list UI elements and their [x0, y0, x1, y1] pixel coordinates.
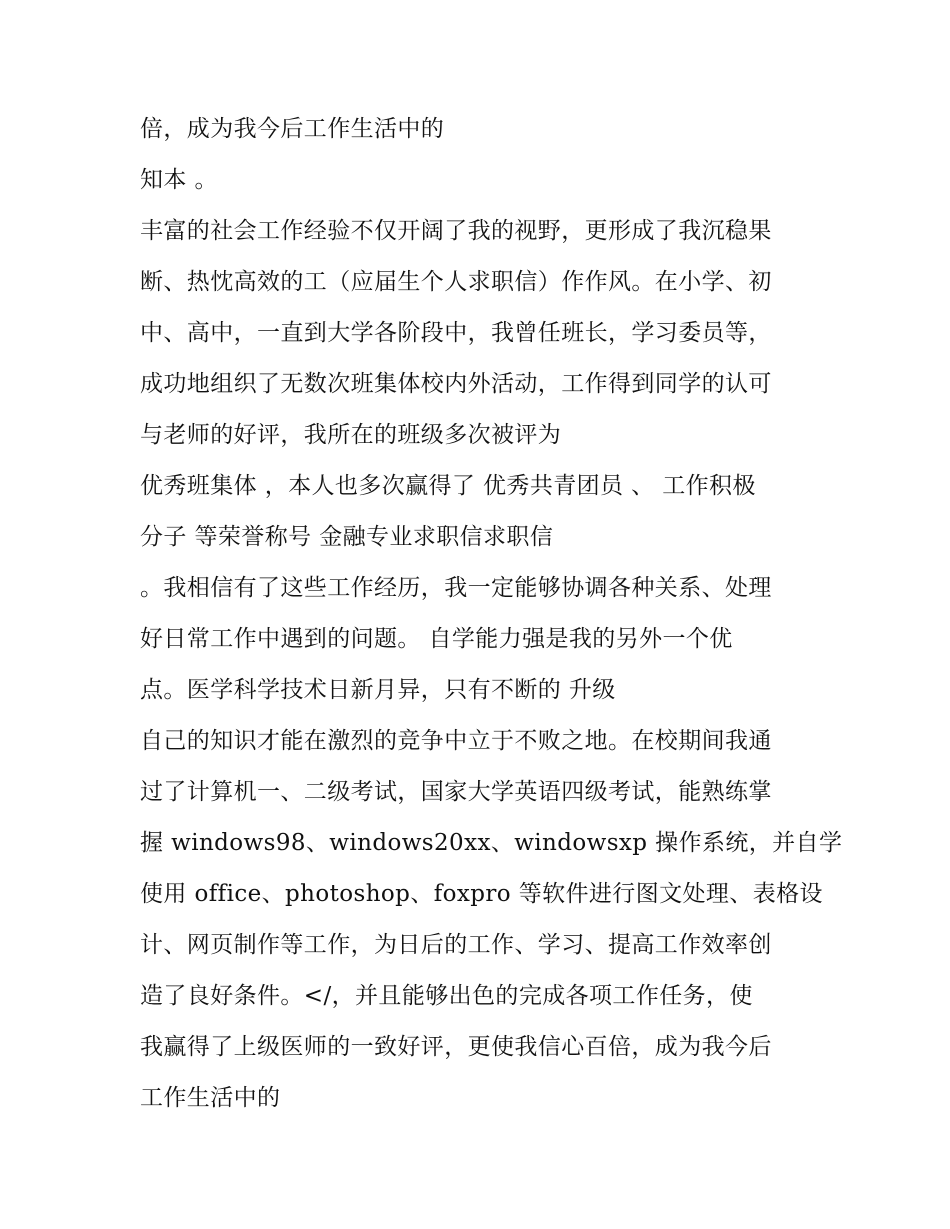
text-line: 造了良好条件。</，并且能够出色的完成各项工作任务，使 [140, 983, 753, 1009]
text-line: 好日常工作中遇到的问题。 自学能力强是我的另外一个优 [140, 626, 733, 652]
text-line: 点。医学科学技术日新月异，只有不断的 升级 [140, 677, 616, 703]
text-line: 过了计算机一、二级考试，国家大学英语四级考试，能熟练掌 [140, 779, 772, 805]
body-text [140, 107, 843, 1127]
text-line: 与老师的好评，我所在的班级多次被评为 [140, 422, 562, 448]
text-line: 优秀班集体 ，本人也多次赢得了 优秀共青团员 、 工作积极 [140, 473, 756, 499]
text-line: 断、热忱高效的工（应届生个人求职信）作作风。在小学、初 [140, 269, 772, 295]
text-line: 倍，成为我今后工作生活中的 [140, 116, 445, 142]
text-line: 中、高中，一直到大学各阶段中，我曾任班长，学习委员等， [140, 320, 772, 346]
text-line: 丰富的社会工作经验不仅开阔了我的视野，更形成了我沉稳果 [140, 218, 772, 244]
text-line: 计、网页制作等工作，为日后的工作、学习、提高工作效率创 [140, 932, 772, 958]
text-line: 。我相信有了这些工作经历，我一定能够协调各种关系、处理 [140, 575, 772, 601]
text-line: 成功地组织了无数次班集体校内外活动，工作得到同学的认可 [140, 371, 772, 397]
text-line: 我赢得了上级医师的一致好评，更使我信心百倍，成为我今后 [140, 1034, 772, 1060]
text-line: 知本 。 [140, 167, 218, 193]
text-line: 握 windows98、windows20xx、windowsxp 操作系统，并自学 [140, 830, 843, 856]
text-line: 分子 等荣誉称号 金融专业求职信求职信 [140, 524, 554, 550]
text-line: 使用 office、photoshop、foxpro 等软件进行图文处理、表格设 [140, 881, 823, 907]
text-line: 工作生活中的 [140, 1085, 281, 1111]
text-line: 自己的知识才能在激烈的竞争中立于不败之地。在校期间我通 [140, 728, 772, 754]
